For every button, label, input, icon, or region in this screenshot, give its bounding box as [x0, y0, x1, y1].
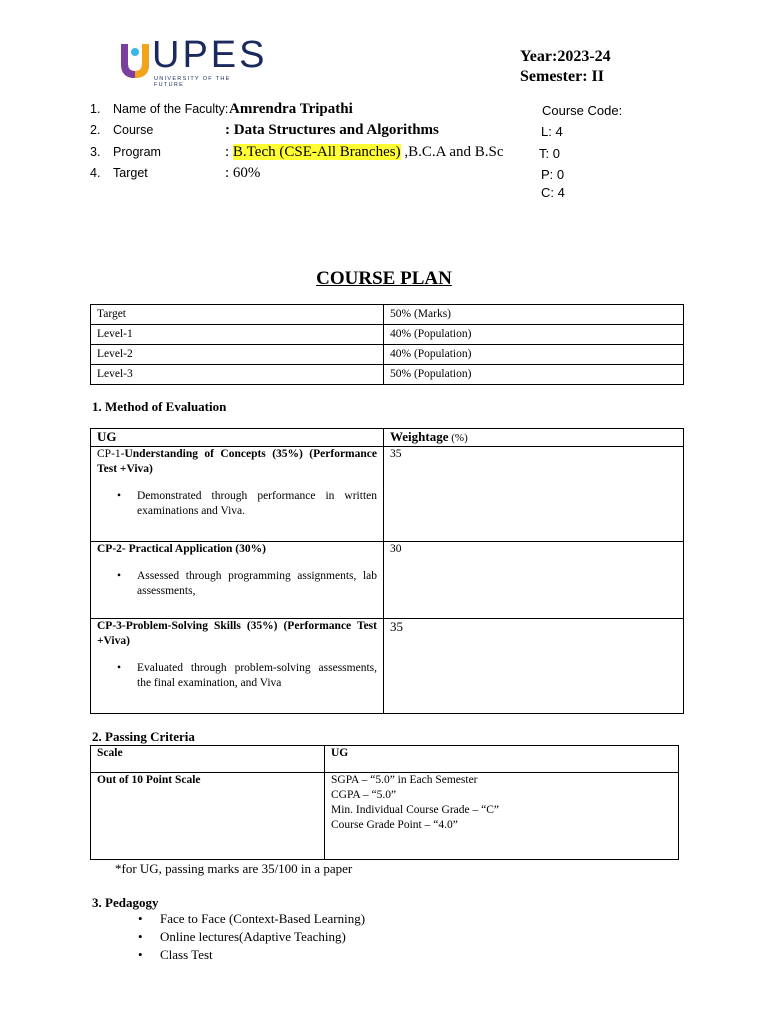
pedagogy-list	[160, 910, 365, 964]
list-item: • Class Test	[160, 946, 365, 964]
course-name: : Data Structures and Algorithms	[225, 122, 439, 138]
table-header-row	[91, 746, 679, 773]
table-row	[91, 542, 684, 619]
table-row	[91, 325, 684, 345]
table-row	[91, 345, 684, 365]
evaluation-table	[90, 428, 684, 714]
weightage-unit: (%)	[448, 432, 468, 444]
logo-wordmark: UPES	[152, 34, 268, 76]
list-item: • Assessed through programming assignments, lab assessments,	[137, 569, 377, 599]
program-rest: ,B.C.A and B.Sc	[400, 144, 504, 160]
table-header-row	[91, 429, 684, 447]
course-code-p: P: 0	[541, 167, 565, 182]
eval-cell-cp3	[91, 619, 384, 714]
section-heading-evaluation: 1. Method of Evaluation	[92, 399, 227, 414]
eval-title-bold: Understanding of Concepts (35%) (Performance Test +Viva)	[97, 448, 377, 475]
list-item: • Online lectures(Adaptive Teaching)	[160, 928, 365, 946]
section-heading-passing: 2. Passing Criteria	[92, 729, 195, 744]
eval-bullets	[97, 569, 377, 599]
scale-value: Out of 10 Point Scale	[91, 773, 325, 860]
list-item: • Demonstrated through performance in written examinations and Viva.	[137, 489, 377, 519]
course-code-c: C: 4	[541, 185, 565, 200]
header-ug: UG	[91, 429, 384, 447]
eval-bullets	[97, 489, 377, 519]
section-heading-pedagogy: 3. Pedagogy	[92, 895, 159, 910]
year-semester	[520, 47, 611, 87]
course-code-l: L: 4	[541, 124, 563, 139]
faculty-name: Amrendra Tripathi	[229, 101, 353, 117]
program-value	[225, 141, 504, 163]
table-cell: 40% (Population)	[384, 325, 684, 345]
info-label: Course	[113, 123, 154, 137]
eval-title-bold: CP-2- Practical Application (30%)	[97, 543, 266, 555]
eval-cell-cp1	[91, 447, 384, 542]
weightage-label: Weightage	[390, 429, 449, 444]
table-row	[91, 773, 679, 860]
course-code-label: Course Code:	[542, 103, 623, 118]
info-number: 2.	[90, 123, 101, 137]
target-table	[90, 304, 684, 385]
passing-table	[90, 745, 679, 860]
header-scale: Scale	[91, 746, 325, 773]
upes-logo	[118, 34, 268, 88]
eval-title	[97, 542, 377, 557]
eval-weight: 35	[384, 447, 684, 542]
eval-cell-cp2	[91, 542, 384, 619]
table-cell: Level-1	[91, 325, 384, 345]
eval-weight: 35	[384, 619, 684, 714]
eval-title	[97, 619, 377, 649]
passing-note: *for UG, passing marks are 35/100 in a paper	[115, 861, 353, 876]
criteria-line: SGPA – “5.0” in Each Semester	[331, 774, 478, 786]
table-row	[91, 447, 684, 542]
table-row	[91, 365, 684, 385]
logo-mark-icon	[118, 40, 152, 82]
info-label: Program	[113, 145, 161, 159]
info-number: 4.	[90, 166, 101, 180]
list-item: • Face to Face (Context-Based Learning)	[160, 910, 365, 928]
table-row	[91, 305, 684, 325]
criteria-cell	[325, 773, 679, 860]
program-highlight: B.Tech (CSE-All Branches)	[232, 144, 401, 160]
target-value: : 60%	[225, 165, 261, 181]
course-code-t: T: 0	[539, 146, 560, 161]
eval-bullets	[97, 661, 377, 691]
info-number: 1.	[90, 102, 101, 116]
year-label: Year:2023-24	[520, 48, 611, 65]
table-cell: 50% (Population)	[384, 365, 684, 385]
info-label: Target	[113, 166, 148, 180]
logo-tagline: UNIVERSITY OF THE FUTURE	[154, 76, 231, 88]
criteria-line: Min. Individual Course Grade – “C”	[331, 804, 499, 816]
info-number: 3.	[90, 145, 101, 159]
page-title: COURSE PLAN	[316, 268, 452, 289]
list-item: • Evaluated through problem-solving assessments, the final examination, and Viva	[137, 661, 377, 691]
eval-prefix: CP-1-	[97, 448, 125, 460]
criteria-line: CGPA – “5.0”	[331, 789, 397, 801]
eval-weight: 30	[384, 542, 684, 619]
criteria-line: Course Grade Point – “4.0”	[331, 819, 458, 831]
semester-label: Semester: II	[520, 68, 604, 85]
eval-title	[97, 447, 377, 477]
header-ug: UG	[325, 746, 679, 773]
table-cell: Level-2	[91, 345, 384, 365]
header-weightage	[384, 429, 684, 447]
table-row	[91, 619, 684, 714]
table-cell: 40% (Population)	[384, 345, 684, 365]
eval-title-bold: CP-3-Problem-Solving Skills (35%) (Performance Test +Viva)	[97, 620, 377, 647]
table-cell: Target	[91, 305, 384, 325]
table-cell: 50% (Marks)	[384, 305, 684, 325]
info-label: Name of the Faculty:	[113, 102, 229, 116]
program-prefix: :	[225, 144, 233, 160]
table-cell: Level-3	[91, 365, 384, 385]
